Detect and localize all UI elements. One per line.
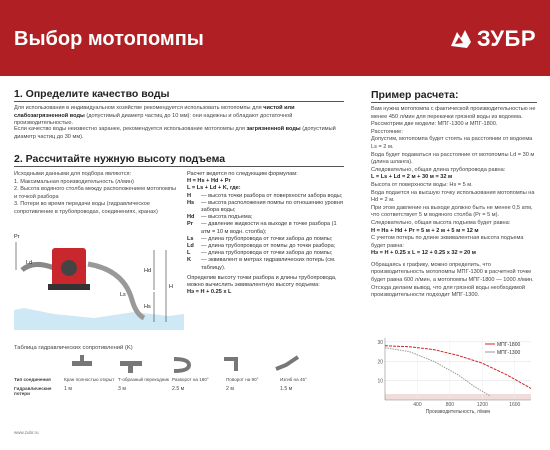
table-header-cell: Кран полностью открыт	[64, 377, 115, 382]
section1-title: 1. Определите качество воды	[14, 88, 170, 100]
example-title: Пример расчета:	[371, 89, 459, 101]
example-line: Вода подается на высшую точку использования мотопомпы на Hd = 2 м.	[371, 189, 535, 204]
resistance-table	[14, 345, 334, 396]
performance-chart	[371, 334, 537, 414]
x-tick-label: 800	[445, 402, 455, 408]
x-tick-label: 1600	[509, 402, 521, 408]
section2-intro-list: Исходными данными для подбора являются: 1. Максимальная производительность (л/мин) 2. Высота водяного столба между расположением мотопомпы и точкой разбора 3. Потери во время передачи воды (гидравлическое сопротивление в трубопроводах, соединениях, кранах)	[14, 171, 176, 215]
definition-text: — длина трубопровода от точки забора до помпы;	[201, 250, 333, 257]
section1-paragraph1: Для использования в индивидуальном хозяйстве рекомендуется использовать мотопомпы для чистой или слабозагрязненной воды (допустимый диаметр частиц до 10 мм): они надежны и обладают достаточной производительностью.	[14, 105, 295, 127]
table-header-cell: Изгиб на 45°	[280, 377, 307, 382]
example-conclusion: Отсюда делаем вывод, что для грязной воды необходимой производительности подходит МПГ-1300.	[371, 284, 525, 299]
brand-name: ЗУБР	[476, 26, 536, 51]
example-calc: H = Hs + Hd + Pr = 5 м + 2 м + 5 м = 12 м	[371, 227, 479, 234]
definition-text: — эквивалент в метрах гидравлических потерь (см. таблицу).	[201, 257, 336, 271]
label-h: H	[169, 284, 173, 290]
pump-diagram	[14, 230, 184, 330]
x-axis-title: Производительность, л/мин	[425, 409, 491, 414]
table-cell: 2.5 м	[172, 386, 185, 392]
definition-symbol: Hs	[187, 199, 195, 206]
u-turn-icon	[174, 359, 189, 371]
table-row-label: Гидравлические потери	[14, 386, 52, 396]
example-line: Вам нужна мотопомпа с фактической производительностью не менее 450 л/мин для перекачки грязной воды из водоема.	[371, 106, 536, 120]
example-line: С учетом потерь по длине эквивалентная высота подъема будет равна:	[371, 235, 524, 249]
definition-symbol: K	[187, 257, 192, 264]
zubr-logo-icon	[449, 28, 473, 50]
example-line: Расстояние:	[371, 128, 403, 135]
section1-divider	[14, 101, 344, 102]
tee-icon	[120, 361, 142, 373]
x-tick-label: 400	[413, 402, 422, 408]
footer-site[interactable]: www.zubr.ru	[14, 430, 39, 435]
example-conclusion: Обращаясь к графику, можно определить, что производительность мотопомпы МПГ-1300 в расчетной точке будет равна 600 л/мин, а мотопомпы МПГ-1800 — 1000 л/мин.	[371, 261, 534, 284]
formula-definition	[187, 200, 347, 214]
example-line: Следовательно, общая длина трубопровода равна:	[371, 166, 506, 173]
table-cell: 1.5 м	[280, 386, 293, 392]
definition-text: — высота точки разбора от поверхности забора воды;	[201, 192, 343, 199]
formula-definition	[187, 214, 347, 221]
example-text	[371, 106, 537, 300]
label-pr: Pr	[14, 234, 20, 240]
definition-symbol: L	[187, 250, 191, 257]
table-header-cell: Разворот на 180°	[172, 377, 209, 382]
example-line: Допустим, мотопомпа будет стоять на расстоянии от водоема Ls = 2 м.	[371, 136, 533, 150]
fittings-icons-row	[14, 353, 334, 375]
header-banner	[0, 0, 550, 76]
formula-definition	[187, 257, 347, 271]
brand-logo	[449, 26, 536, 52]
example-calc: L = Ls + Ld = 2 м + 30 м = 32 м	[371, 174, 453, 181]
definition-text: — давление жидкости на выходе в точке разбора (1 атм = 10 м водн. столба);	[201, 221, 337, 235]
formula-definition	[187, 250, 347, 257]
page-title: Выбор мотопомпы	[14, 28, 204, 50]
y-tick-label: 10	[377, 378, 383, 385]
formula-definition	[187, 193, 347, 200]
example-divider	[371, 102, 537, 103]
formula-definition	[187, 236, 347, 243]
section2-divider	[14, 166, 344, 167]
legend-label: МПГ-1800	[497, 342, 521, 348]
table-header-cell: Т-образный переходник	[118, 377, 169, 382]
definition-text: — длина трубопровода от помпы до точки разбора;	[201, 243, 336, 250]
example-line: Высота от поверхности воды: Hs = 5 м.	[371, 181, 473, 188]
table-cell: 2 м	[226, 386, 234, 392]
table-title: Таблица гидравлических сопротивлений (K)	[14, 345, 133, 351]
elbow-90-icon	[224, 359, 236, 371]
x-tick-label: 1200	[476, 402, 488, 408]
table-header-row	[14, 377, 334, 382]
chart-band	[385, 394, 531, 400]
table-cell: 3 м	[118, 386, 126, 392]
bend-45-icon	[276, 357, 298, 369]
formula-definition	[187, 221, 347, 235]
label-hd: Hd	[144, 268, 152, 274]
formula-block: Расчет ведется по следующим формулам: H = Hs + Hd + Pr L = Ls + Ld + K, где: H — высота точки разбора от поверхности забора воды; Hs — высота расположения помпы по отношению уровня забора воды; Hd — высота подъема; Pr — давление жидкости на выходе в точке разбора (1 атм = 10 м водн. столба); Ls — длина трубопровода от точки забора до помпы; Ld — длина трубопровода от помпы до точки разбора; L — длина трубопровода от точки забора до помпы; K — эквивалент в метрах гидравлических потерь (см. таблицу). Определив высоту точки разбора и длины трубопровода, можно вычислить эквивалентную высоту подъема: Hэ = H + 0.25 x L	[187, 171, 347, 296]
definition-text: — высота подъема;	[201, 214, 253, 221]
label-ls: Ls	[120, 292, 126, 298]
example-calc: Hэ = H + 0.25 x L = 12 + 0.25 x 32 = 20 м	[371, 250, 476, 257]
table-cell: 1 м	[64, 386, 72, 392]
formula-definitions	[187, 193, 347, 272]
definition-symbol: Pr	[187, 221, 193, 228]
definition-symbol: Ld	[187, 243, 194, 250]
section2-title: 2. Рассчитайте нужную высоту подъема	[14, 153, 226, 165]
valve-icon	[72, 355, 92, 366]
y-tick-label: 30	[377, 339, 383, 346]
formula-definition	[187, 243, 347, 250]
definition-symbol: H	[187, 192, 192, 199]
table-header-cell: Тип соединения	[14, 377, 51, 382]
table-row	[14, 386, 334, 396]
table-header-cell: Поворот на 90°	[226, 377, 259, 382]
definition-symbol: Hd	[187, 214, 195, 221]
definition-symbol: Ls	[187, 235, 194, 242]
example-line: При этом давление на выходе должно быть не менее 0,5 атм, что соответствует 5 м водяного столба (Pr = 5 м).	[371, 204, 533, 219]
example-line: Рассмотрим две модели: МПГ-1300 и МПГ-1800.	[371, 121, 498, 128]
section1-paragraph2: Если качество воды неизвестно заранее, рекомендуется использование мотопомпы для загрязненной воды (допустимый диаметр частиц до 30 мм).	[14, 126, 336, 140]
example-line: Вода будет подаваться на расстояние от мотопомпы Ld = 30 м (длина шланга).	[371, 151, 535, 166]
label-ld: Ld	[26, 260, 33, 266]
label-hs: Hs	[144, 304, 151, 310]
y-tick-label: 20	[377, 359, 383, 366]
legend-label: МПГ-1300	[497, 350, 521, 356]
definition-text: — длина трубопровода от точки забора до помпы;	[201, 235, 333, 242]
definition-text: — высота расположения помпы по отношению уровня забора воды;	[201, 199, 343, 214]
example-line: Следовательно, общая высота подъема будет равна:	[371, 219, 511, 226]
series-line	[385, 348, 490, 396]
